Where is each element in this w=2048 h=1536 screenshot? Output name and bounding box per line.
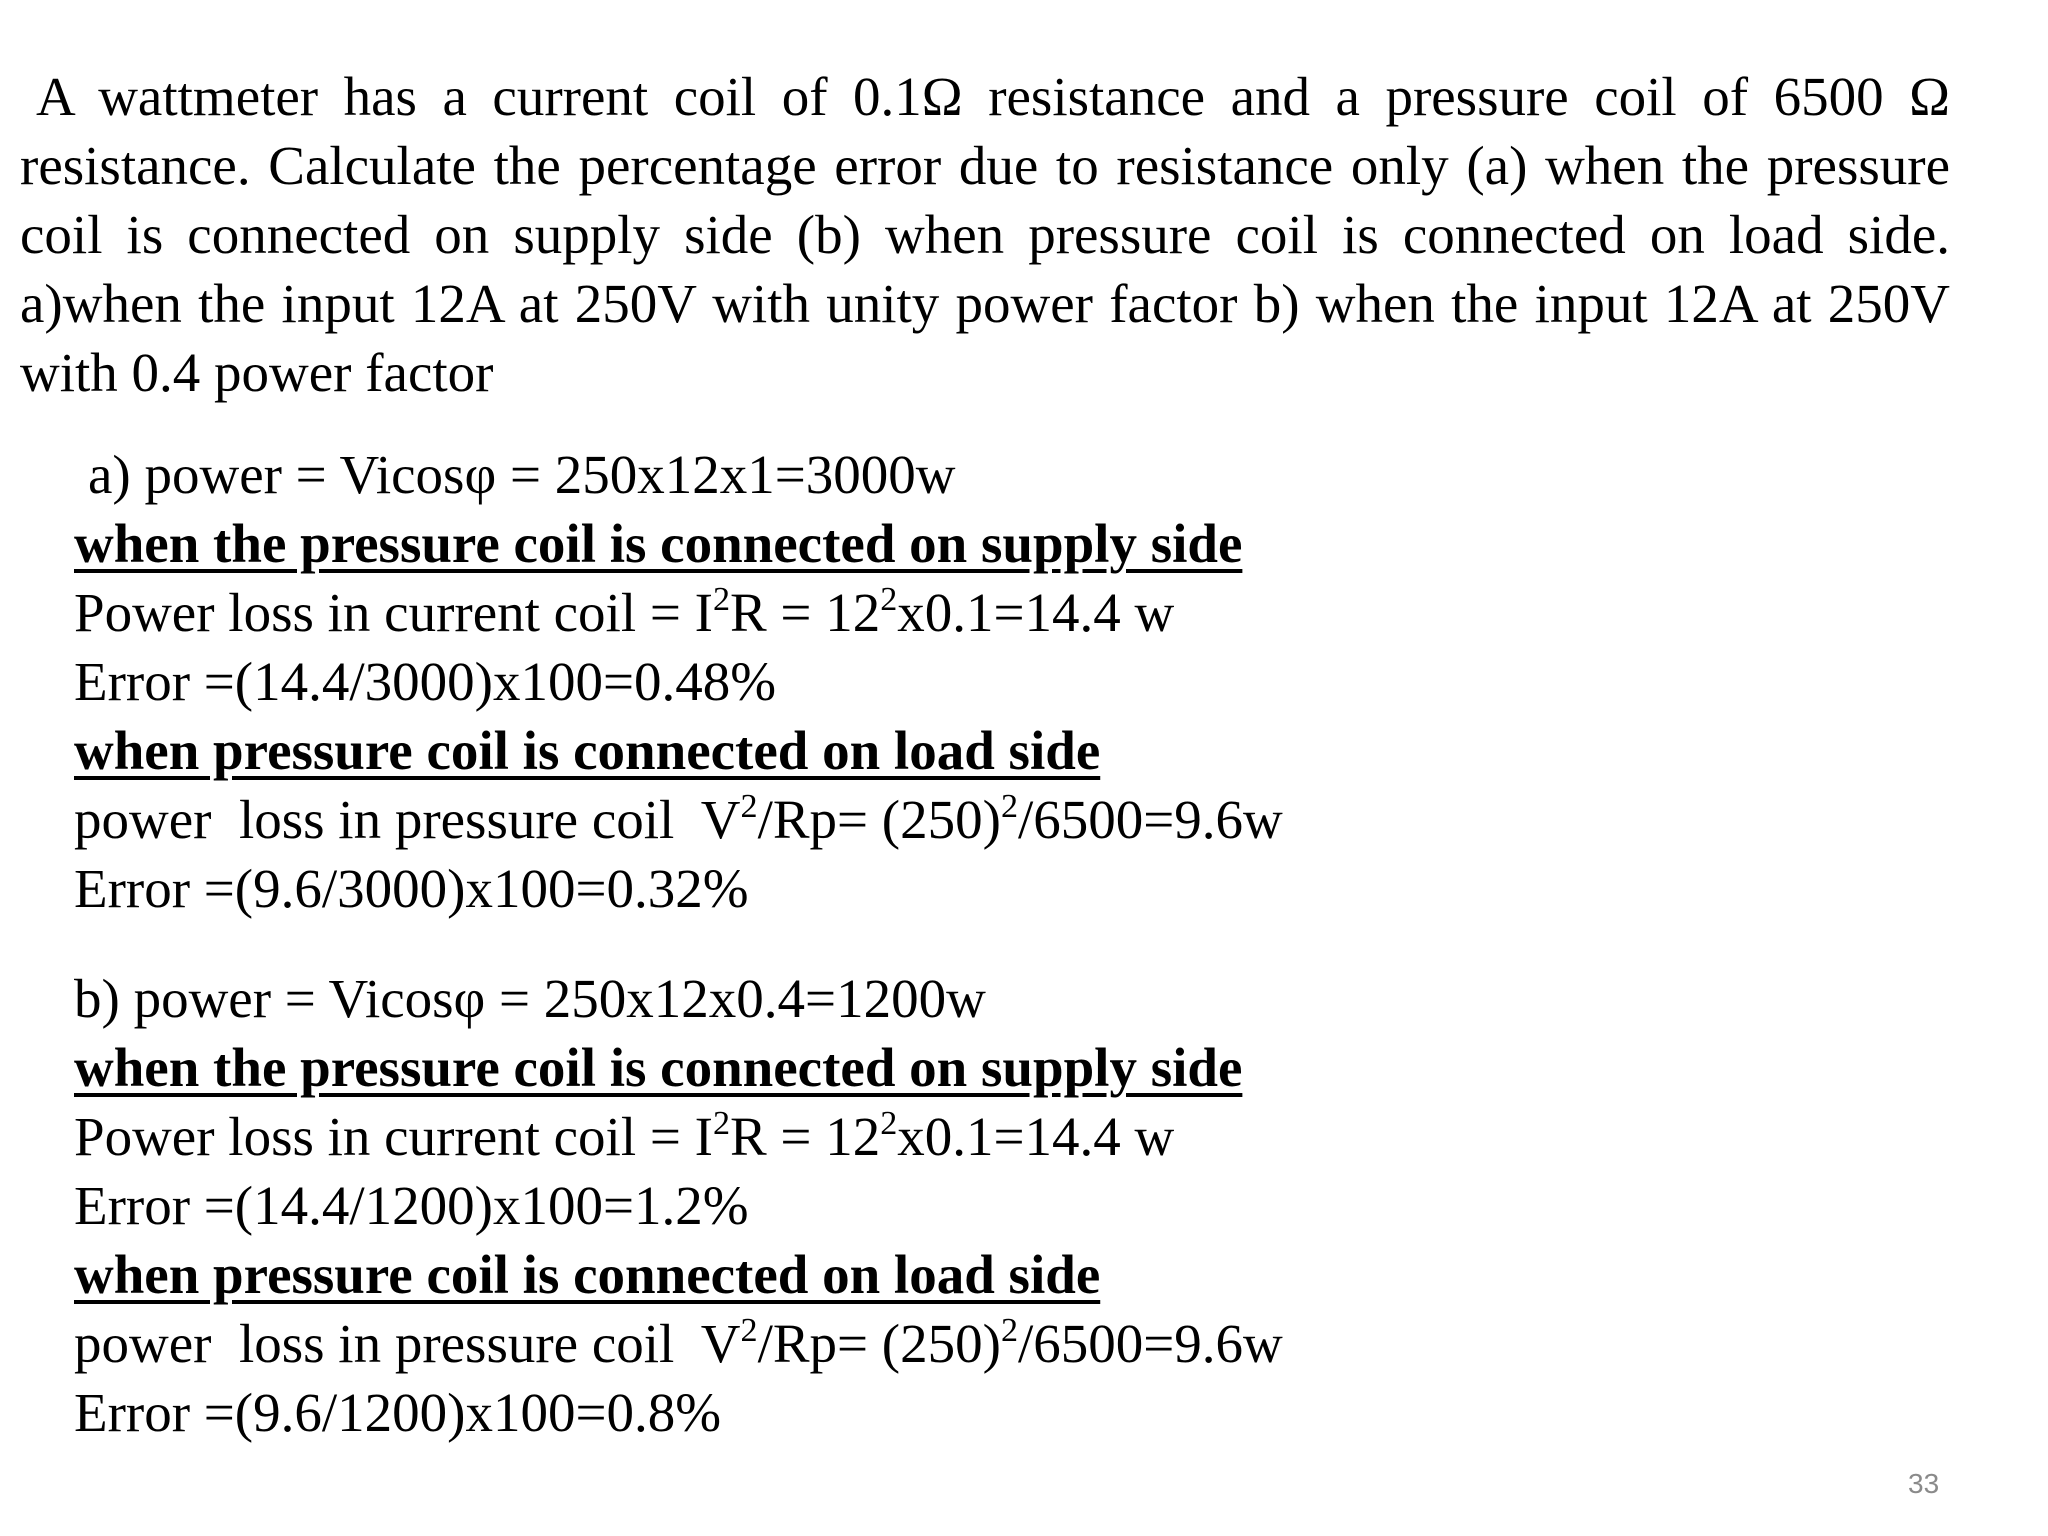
current-coil-loss-a: Power loss in current coil = $I^2R = 12^2x0.1=14.4$ w <box>74 580 1175 643</box>
current-coil-loss-b: Power loss in current coil = $I^2R = 12^2x0.1=14.4$ w <box>74 1104 1175 1167</box>
supply-side-heading-b: when the pressure coil is connected on supply side <box>74 1037 1243 1098</box>
supply-side-error-a: Error =(14.4/3000)x100=0.48% <box>74 651 777 712</box>
load-side-heading-a: when pressure coil is connected on load side <box>74 720 1101 781</box>
page-number: 33 <box>1908 1468 1940 1499</box>
pressure-coil-loss-a: power loss in pressure coil $V^2/Rp= (250)^2/6500=9.6w$ <box>74 787 1283 850</box>
power-calculation-b: b) power = Vicosφ = 250x12x0.4=1200w <box>74 968 986 1029</box>
solution-part-a <box>74 440 1574 923</box>
load-side-error-b: Error =(9.6/1200)x100=0.8% <box>74 1382 722 1443</box>
supply-side-heading-a: when the pressure coil is connected on supply side <box>74 513 1243 574</box>
power-calculation-a: a) power = Vicosφ = 250x12x1=3000w <box>88 444 956 505</box>
supply-side-error-b: Error =(14.4/1200)x100=1.2% <box>74 1175 749 1236</box>
load-side-error-a: Error =(9.6/3000)x100=0.32% <box>74 858 749 919</box>
load-side-heading-b: when pressure coil is connected on load side <box>74 1244 1101 1305</box>
solution-part-b <box>74 964 1574 1447</box>
problem-statement: A wattmeter has a current coil of 0.1Ω resistance and a pressure coil of 6500 Ω resistance. Calculate the percentage error due to resistance only (a) when the pressure coil is connected on supply side (b) when pressure coil is connected on load side. a)when the input 12A at 250V with unity power factor b) when the input 12A at 250V with 0.4 power factor <box>20 66 1950 403</box>
pressure-coil-loss-b: power loss in pressure coil $V^2/Rp= (250)^2/6500=9.6w$ <box>74 1311 1283 1374</box>
